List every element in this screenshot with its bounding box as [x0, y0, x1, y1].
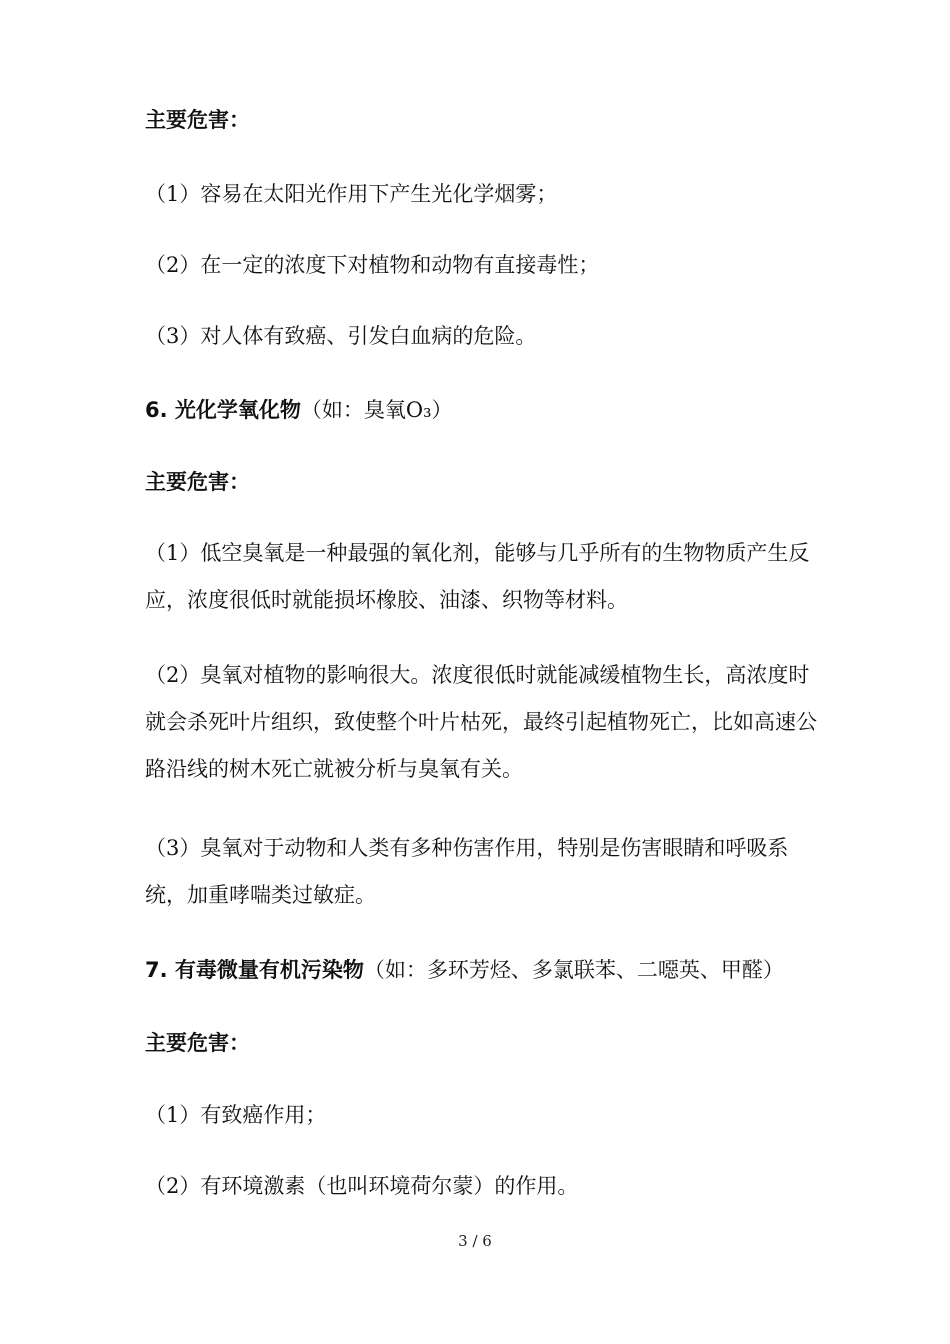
hazard-heading: 主要危害：: [145, 1031, 250, 1055]
section-title-note: （如：臭氧O₃）: [300, 398, 453, 422]
hazard-item: （2）在一定的浓度下对植物和动物有直接毒性；: [145, 253, 600, 277]
section-title: [145, 958, 890, 982]
hazard-item: （3）对人体有致癌、引发白血病的危险。: [145, 324, 537, 348]
page-number: 3 / 6: [458, 1232, 492, 1250]
hazard-heading: 主要危害：: [145, 470, 250, 494]
hazard-item: （3）臭氧对于动物和人类有多种伤害作用，特别是伤害眼睛和呼吸系统，加重哮喘类过敏症。: [145, 836, 789, 907]
section-title-main: 7. 有毒微量有机污染物: [145, 958, 364, 982]
section-title-main: 6. 光化学氧化物: [145, 398, 301, 422]
hazard-item: （2）有环境激素（也叫环境荷尔蒙）的作用。: [145, 1174, 579, 1198]
hazard-item: （1）有致癌作用；: [145, 1103, 327, 1127]
section-title-note: （如：多环芳烃、多氯联苯、二噁英、甲醛）: [363, 958, 784, 982]
hazard-item: （1）容易在太阳光作用下产生光化学烟雾；: [145, 182, 558, 206]
hazard-item: （2）臭氧对植物的影响很大。浓度很低时就能减缓植物生长，高浓度时就会杀死叶片组织，致使整个叶片枯死，最终引起植物死亡，比如高速公路沿线的树木死亡就被分析与臭氧有关。: [145, 663, 817, 781]
hazard-item: （1）低空臭氧是一种最强的氧化剂，能够与几乎所有的生物物质产生反应，浓度很低时就能损坏橡胶、油漆、织物等材料。: [145, 541, 810, 612]
section-title: [145, 398, 890, 422]
hazard-heading: 主要危害：: [145, 108, 250, 132]
